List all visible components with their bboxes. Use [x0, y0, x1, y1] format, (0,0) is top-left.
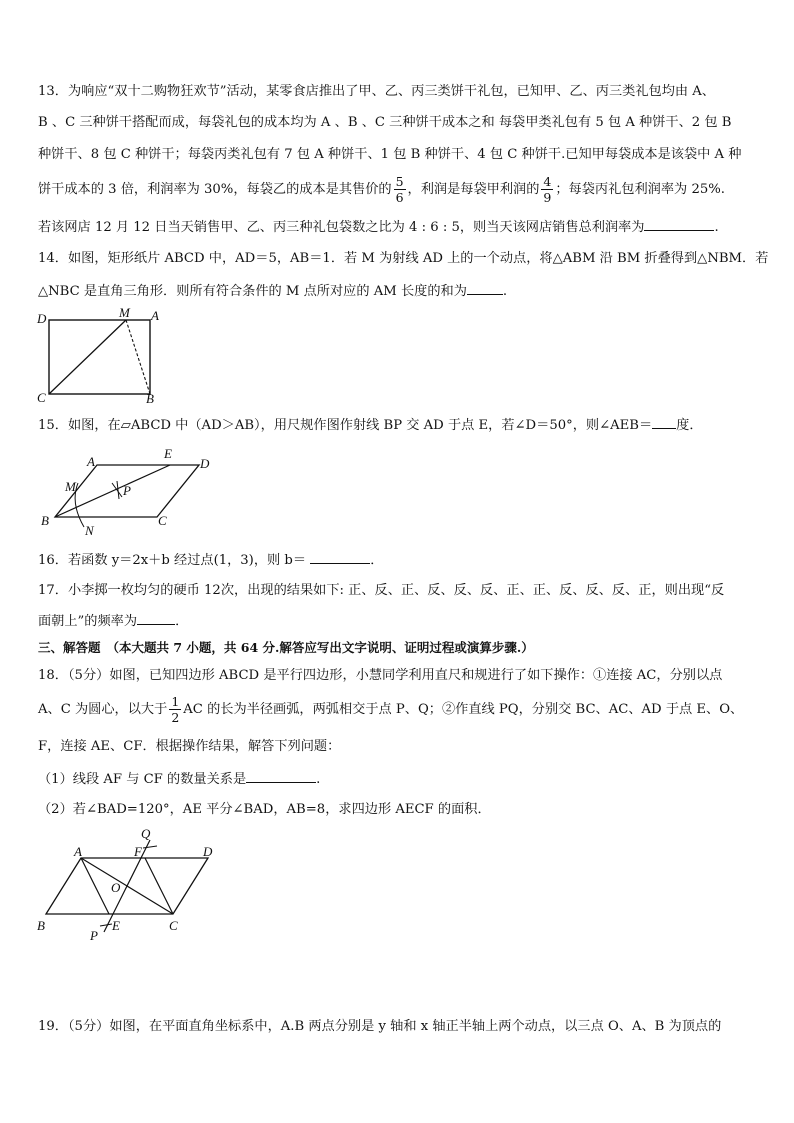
label-e: E — [112, 918, 120, 933]
label-o: O — [111, 880, 121, 895]
q14-rectangle-figure — [34, 306, 169, 404]
q15-line-1 — [38, 416, 703, 435]
fraction-denominator: 9 — [543, 190, 552, 205]
fraction-numerator: 5 — [395, 174, 404, 189]
q15-line-1-end: 度． — [676, 418, 703, 433]
label-f: F — [134, 844, 142, 859]
q17-line-2-end: ． — [175, 614, 189, 629]
fraction-one-half — [169, 694, 181, 725]
label-p: P — [123, 483, 131, 498]
q13-line-1: 13．为响应“双十二购物狂欢节”活动，某零食店推出了甲、乙、丙三类饼干礼包，已知甲、乙、丙三类礼包均由 A、 — [38, 84, 715, 99]
q13-line-3: 种饼干、8 包 C 种饼干；每袋丙类礼包有 7 包 A 种饼干、1 包 B 种饼干、4 包 C 种饼干.已知甲每袋成本是该袋中 A 种 — [38, 147, 742, 162]
q15-parallelogram-figure — [34, 445, 229, 540]
q18-line-4-end: . — [316, 772, 321, 787]
q13-line-5-text: 若该网店 12 月 12 日当天销售甲、乙、丙三种礼包袋数之比为 4 : 6 : 5，则当天该网店销售总利润率为 — [38, 220, 645, 235]
fraction-numerator: 4 — [543, 174, 552, 189]
label-a: A — [151, 308, 159, 323]
answer-blank-q18 — [246, 770, 316, 783]
q17-line-2-text: 面朝上”的频率为 — [38, 614, 138, 629]
q16-line-1-end: ． — [370, 553, 384, 568]
q18-line-3: F，连接 AE、CF．根据操作结果，解答下列问题： — [38, 739, 341, 754]
arc-mark-q — [143, 846, 157, 848]
q13-line-5 — [38, 218, 719, 237]
q18-line-4 — [38, 770, 320, 789]
q18-line-2-a: A、C 为圆心，以大于 — [38, 702, 168, 717]
q17-line-2 — [38, 612, 188, 631]
label-d: D — [203, 844, 213, 859]
q13-line-4-b: ，利润是每袋甲利润的 — [407, 182, 540, 197]
label-b: B — [146, 391, 154, 404]
section-3-heading — [38, 639, 534, 657]
section-note: （本大题共 7 小题，共 64 分.解答应写出文字说明、证明过程或演算步骤.） — [106, 640, 534, 655]
answer-blank-q15 — [652, 416, 676, 429]
label-c: C — [158, 513, 167, 528]
label-c: C — [169, 918, 178, 933]
answer-blank-q13 — [644, 218, 714, 231]
q14-line-2 — [38, 282, 507, 301]
q18-line-5: （2）若∠BAD=120°，AE 平分∠BAD，AB=8，求四边形 AECF 的面积． — [38, 802, 491, 817]
q18-line-2-b: AC 的长为半径画弧，两弧相交于点 P、Q；②作直线 PQ，分别交 BC、AC、AD 于点 E、O、 — [183, 702, 744, 717]
answer-blank-q17 — [137, 612, 175, 625]
label-a: A — [87, 454, 95, 469]
label-b: B — [41, 513, 49, 528]
label-d: D — [37, 311, 47, 326]
label-a: A — [74, 844, 82, 859]
q18-line-4-text: （1）线段 AF 与 CF 的数量关系是 — [38, 772, 247, 787]
fraction-numerator: 1 — [171, 694, 180, 709]
fraction-five-sixths — [394, 174, 406, 205]
label-m: M — [65, 479, 76, 494]
q14-line-1: 14．如图，矩形纸片 ABCD 中，AD＝5，AB＝1．若 M 为射线 AD 上的一个动点，将△ABM 沿 BM 折叠得到△NBM．若 — [38, 251, 769, 266]
q13-line-5-end: . — [714, 220, 719, 235]
q14-line-2-end: . — [502, 284, 508, 299]
q17-line-1: 17．小李掷一枚均匀的硬币 12次，出现的结果如下: 正、反、正、反、反、反、正、正、反、反、反、正，则出现“反 — [38, 583, 725, 598]
segment-cm — [49, 320, 126, 394]
q19-line-1: 19．（5分）如图，在平面直角坐标系中，A.B 两点分别是 y 轴和 x 轴正半轴上两个动点，以三点 O、A、B 为顶点的 — [38, 1019, 722, 1034]
arc-mark-p — [100, 924, 112, 926]
q13-line-2: B 、C 三种饼干搭配而成，每袋礼包的成本均为 A 、B 、C 三种饼干成本之和 每袋甲类礼包有 5 包 A 种饼干、2 包 B — [38, 115, 732, 130]
section-title: 三、解答题 — [38, 640, 101, 655]
label-d: D — [200, 456, 210, 471]
fraction-denominator: 6 — [395, 190, 404, 205]
q16-line-1 — [38, 551, 383, 570]
q16-line-1-text: 16．若函数 y＝2x＋b 经过点(1，3)，则 b＝ — [38, 553, 311, 568]
fraction-four-ninths — [541, 174, 553, 205]
label-p: P — [90, 928, 98, 943]
label-n: N — [85, 523, 94, 538]
label-q: Q — [141, 826, 151, 841]
answer-blank-q14 — [467, 282, 503, 295]
q18-line-2 — [38, 694, 743, 725]
q14-line-2-text: △NBC 是直角三角形．则所有符合条件的 M 点所对应的 AM 长度的和为 — [38, 284, 467, 299]
q18-line-1: 18．（5分）如图，已知四边形 ABCD 是平行四边形，小慧同学利用直尺和规进行了如下操作：①连接 AC，分别以点 — [38, 668, 723, 683]
label-e: E — [164, 446, 172, 461]
q18-parallelogram-figure — [34, 826, 224, 944]
q13-line-4 — [38, 174, 725, 205]
label-b: B — [37, 918, 45, 933]
fraction-denominator: 2 — [171, 710, 180, 725]
q13-line-4-c: ；每袋丙礼包利润率为 25%. — [555, 182, 725, 197]
dashed-segment-mb — [126, 320, 150, 394]
rectangle-abcd — [49, 320, 150, 394]
q15-line-1-text: 15．如图，在▱ABCD 中（AD＞AB），用尺规作图作射线 BP 交 AD 于点 E，若∠D＝50°，则∠AEB＝ — [38, 418, 653, 433]
label-c: C — [37, 390, 46, 404]
answer-blank-q16 — [310, 551, 370, 564]
label-m: M — [119, 306, 130, 320]
q13-line-4-a: 饼干成本的 3 倍，利润率为 30%，每袋乙的成本是其售价的 — [38, 182, 392, 197]
